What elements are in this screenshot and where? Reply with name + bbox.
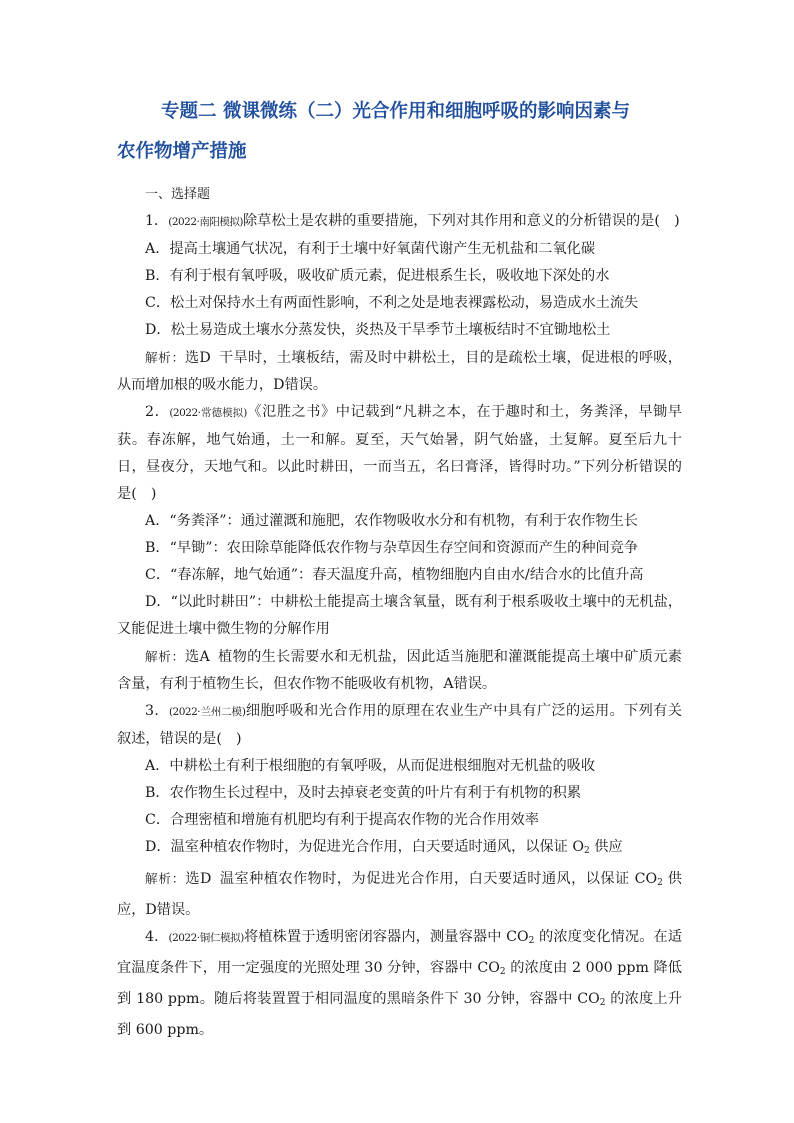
question-2 — [117, 399, 682, 698]
question-number: 3． — [145, 703, 169, 719]
answer-analysis — [117, 865, 682, 924]
option-d: D．“以此时耕田”：中耕松土能提高土壤含氧量，既有利于根系吸收土壤中的无机盐，又能促进土壤中微生物的分解作用 — [117, 594, 682, 637]
question-stem — [117, 698, 682, 753]
analysis-text-end: 供应，D错误。 — [117, 871, 682, 918]
question-source: (2022·南阳模拟) — [168, 216, 243, 228]
question-source: (2022·兰州二模) — [168, 706, 246, 718]
analysis-label: 解析： — [145, 649, 185, 664]
subscript: 2 — [583, 846, 590, 856]
question-stem — [117, 924, 682, 1044]
option-b: B．有利于根有氧呼吸，吸收矿质元素，促进根系生长，吸收地下深处的水 — [145, 268, 610, 284]
question-text: 将植株置于透明密闭容器内，测量容器中 CO — [243, 929, 529, 945]
answer-analysis — [117, 643, 682, 698]
option-b: B．“早锄”：农田除草能降低农作物与杂草因生存空间和资源而产生的种间竞争 — [145, 540, 639, 556]
subscript: 2 — [657, 878, 663, 888]
answer-analysis — [117, 344, 682, 399]
question-stem — [117, 399, 682, 508]
question-1 — [117, 208, 682, 399]
analysis-text: 干旱时，土壤板结，需及时中耕松土，目的是疏松土壤，促进根的呼吸，从而增加根的吸水能力，D错误。 — [117, 350, 682, 393]
question-text: 的浓度上升到 600 ppm。 — [117, 991, 682, 1038]
subscript: 2 — [499, 967, 506, 977]
analysis-text: 植物的生长需要水和无机盐，因此适当施肥和灌溉能提高土壤中矿质元素含量，有利于植物生长，但农作物不能吸收有机物，A错误。 — [117, 649, 682, 692]
answer-choice: 选D — [184, 350, 211, 366]
option-d: D．松土易造成土壤水分蒸发快，炎热及干旱季节土壤板结时不宜锄地松土 — [145, 322, 611, 338]
option-c: C．“春冻解，地气始通”：春天温度升高，植物细胞内自由水/结合水的比值升高 — [145, 567, 644, 583]
question-source: (2022·常德模拟) — [169, 407, 247, 419]
analysis-label: 解析： — [145, 871, 186, 886]
question-3 — [117, 698, 682, 924]
subscript: 2 — [528, 936, 535, 946]
option-c: C．松土对保持水土有两面性影响，不利之处是地表裸露松动，易造成水土流失 — [145, 295, 639, 311]
analysis-text: 温室种植农作物时，为促进光合作用，白天要适时通风，以保证 CO — [219, 871, 658, 887]
option-c: C．合理密植和增施有机肥均有利于提高农作物的光合作用效率 — [145, 812, 539, 828]
option-d — [117, 834, 682, 865]
question-source: (2022·铜仁模拟) — [168, 932, 244, 944]
option-d-text-end: 供应 — [589, 839, 623, 855]
subscript: 2 — [599, 998, 606, 1008]
question-4 — [117, 924, 682, 1044]
question-number: 1． — [145, 213, 169, 229]
question-text: 的浓度变化情况。在适宜温度条件下，用一定强度的光照处理 30 分钟，容器中 CO — [117, 929, 683, 976]
analysis-label: 解析： — [145, 350, 185, 365]
answer-choice: 选D — [185, 871, 212, 887]
section-heading: 一、选择题 — [145, 187, 211, 202]
answer-choice: 选A — [184, 649, 210, 665]
option-a: A．提高土壤通气状况，有利于土壤中好氧菌代谢产生无机盐和二氧化碳 — [145, 241, 596, 257]
option-a: A．“务粪泽”：通过灌溉和施肥，农作物吸收水分和有机物，有利于农作物生长 — [145, 513, 638, 529]
option-b: B．农作物生长过程中，及时去掉衰老变黄的叶片有利于有机物的积累 — [145, 785, 582, 801]
question-number: 2． — [145, 404, 170, 420]
question-text: 细胞呼吸和光合作用的原理在农业生产中具有广泛的运用。下列有关叙述，错误的是( ) — [117, 703, 682, 747]
question-text: 除草松土是农耕的重要措施，下列对其作用和意义的分析错误的是( ) — [242, 213, 680, 229]
title-line-2: 农作物增产措施 — [117, 141, 247, 162]
page-title — [117, 92, 682, 172]
title-line-1: 专题二 微课微练（二）光合作用和细胞呼吸的影响因素与 — [161, 101, 630, 122]
option-a: A．中耕松土有利于根细胞的有氧呼吸，从而促进根细胞对无机盐的吸收 — [145, 758, 596, 774]
question-text: 的浓度由 2 000 ppm 降低到 180 ppm。随后将装置置于相同温度的黑暗条件下 30 分钟，容器中 CO — [117, 960, 682, 1007]
question-number: 4． — [145, 929, 169, 945]
option-d-text: D．温室种植农作物时，为促进光合作用，白天要适时通风，以保证 O — [145, 839, 584, 855]
question-stem — [117, 208, 682, 236]
question-text: 《氾胜之书》中记载到“凡耕之本，在于趣时和土，务粪泽，早锄早获。春冻解，地气始通，土一和解。夏至，天气始暑，阴气始盛，土复解。夏至后九十日，昼夜分，天地气和。以此时耕田，一而当五，名曰膏泽，皆得时功。”下列分析错误的是( ) — [117, 404, 682, 502]
